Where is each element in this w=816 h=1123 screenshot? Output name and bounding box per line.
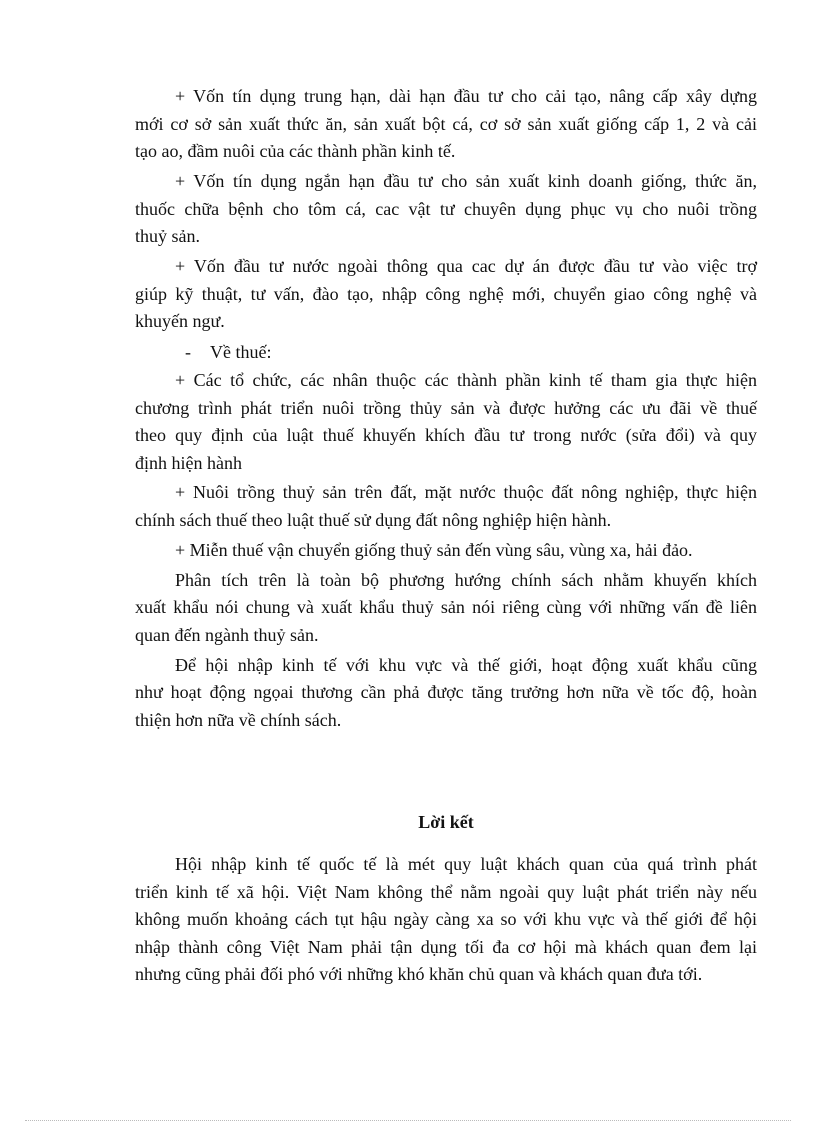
text-line: Hội nhập kinh tế quốc tế là mét quy luật khách quan của quá trình phát bbox=[175, 854, 757, 874]
text-line: khuyến ngư. bbox=[135, 311, 225, 332]
text-line: thuốc chữa bệnh cho tôm cá, cac vật tư chuyên dụng phục vụ cho nuôi trồng bbox=[135, 198, 757, 219]
text-line: theo quy định của luật thuế khuyến khích đầu tư trong nước (sửa đổi) và quy bbox=[135, 425, 757, 446]
paragraph bbox=[135, 652, 757, 735]
text-line: như hoạt động ngọai thương cần phả được tăng trưởng hơn nữa về tốc độ, hoàn bbox=[135, 682, 757, 703]
text-line: xuất khẩu nói chung và xuất khẩu thuỷ sản nói riêng cùng với những vấn đề liên bbox=[135, 597, 757, 618]
text-line: + Nuôi trồng thuỷ sản trên đất, mặt nước thuộc đất nông nghiệp, thực hiện bbox=[175, 482, 757, 503]
credit-section bbox=[135, 83, 757, 336]
text-line: nhập thành công Việt Nam phải tận dụng tối đa cơ hội mà khách quan đem lại bbox=[135, 936, 757, 957]
text-line: Để hội nhập kinh tế với khu vực và thế giới, hoạt động xuất khẩu cũng bbox=[175, 654, 757, 675]
bullet-dash: - bbox=[185, 341, 191, 362]
text-line: mới cơ sở sản xuất thức ăn, sản xuất bột cá, cơ sở sản xuất giống cấp 1, 2 và cải bbox=[135, 113, 757, 134]
tax-bullet bbox=[135, 338, 757, 367]
text-line: + Vốn tín dụng trung hạn, dài hạn đầu tư cho cải tạo, nâng cấp xây dựng bbox=[175, 86, 757, 106]
bullet-label: Về thuế: bbox=[210, 341, 272, 362]
paragraph bbox=[135, 567, 757, 650]
text-line: nhưng cũng phải đối phó với những khó khăn chủ quan và khách quan đưa tới. bbox=[135, 964, 703, 985]
text-line: quan đến ngành thuỷ sản. bbox=[135, 624, 319, 645]
text-line: triển kinh tế xã hội. Việt Nam không thể nằm ngoài quy luật phát triển này nếu bbox=[135, 881, 757, 902]
text-line: chương trình phát triển nuôi trồng thủy sản và được hưởng các ưu đãi về thuế bbox=[135, 397, 757, 418]
paragraph bbox=[135, 367, 757, 477]
paragraph bbox=[135, 83, 757, 166]
conclusion-paragraph bbox=[135, 851, 757, 991]
paragraph bbox=[135, 851, 757, 989]
text-line: không muốn khoảng cách tụt hậu ngày càng xa so với khu vực và thế giới để hội bbox=[135, 909, 757, 930]
paragraph bbox=[135, 479, 757, 534]
conclusion-heading: Lời kết bbox=[418, 812, 474, 832]
text-line: + Các tổ chức, các nhân thuộc các thành phần kinh tế tham gia thực hiện bbox=[175, 369, 757, 390]
text-line: thiện hơn nữa về chính sách. bbox=[135, 709, 342, 730]
document-body bbox=[135, 83, 757, 737]
text-line: tạo ao, đầm nuôi của các thành phần kinh tế. bbox=[135, 141, 456, 162]
text-line: + Vốn tín dụng ngắn hạn đầu tư cho sản xuất kinh doanh giống, thức ăn, bbox=[175, 170, 757, 191]
text-line: chính sách thuế theo luật thuế sử dụng đất nông nghiệp hiện hành. bbox=[135, 510, 612, 531]
paragraph bbox=[135, 168, 757, 251]
paragraph bbox=[135, 253, 757, 336]
text-line: giúp kỹ thuật, tư vấn, đào tạo, nhập công nghệ mới, chuyển giao công nghệ và bbox=[135, 283, 757, 304]
paragraph bbox=[135, 537, 757, 565]
text-line: + Vốn đầu tư nước ngoài thông qua cac dự án được đầu tư vào việc trợ bbox=[175, 255, 757, 276]
text-line: định hiện hành bbox=[135, 452, 242, 473]
tax-section bbox=[135, 367, 757, 734]
text-line: + Miễn thuế vận chuyển giống thuỷ sản đến vùng sâu, vùng xa, hải đảo. bbox=[175, 539, 693, 560]
page-bottom-rule bbox=[25, 1120, 791, 1121]
text-line: Phân tích trên là toàn bộ phương hướng chính sách nhằm khuyến khích bbox=[175, 569, 757, 590]
text-line: thuỷ sản. bbox=[135, 226, 200, 247]
